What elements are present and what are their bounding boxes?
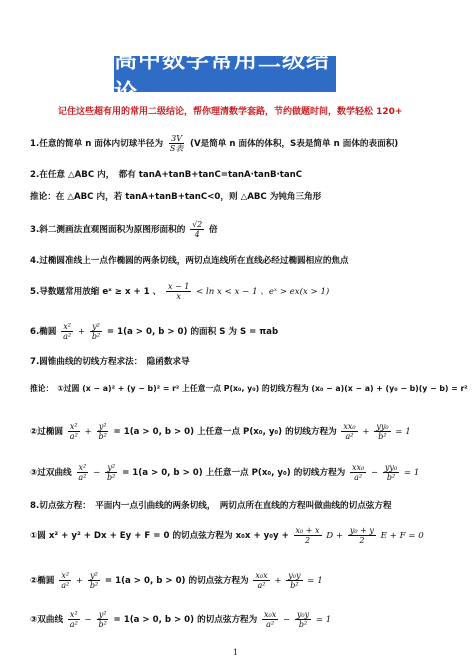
fraction: $\frac{\text{x²}}{\text{a²}}$ (61, 571, 70, 590)
fraction: $\frac{\text{yy₀}}{\text{b²}}$ (384, 463, 398, 482)
fraction: $\frac{\text{x²}}{\text{a²}}$ (69, 422, 78, 441)
conclusion-1: 1.任意的简单 n 面体内切球半径为 $\frac{3V}{\text{S表}}$ (V是简单 n 面体的体积，S表是简单 n 面体的表面积) (30, 134, 399, 153)
conclusion-7: 7.圆锥曲线的切线方程求法： 隐函数求导 (30, 357, 190, 367)
conclusion-2: 2.在任意 △ABC 内， 都有 tanA+tanB+tanC=tanA·tanB·tanC (30, 170, 303, 180)
fraction: $\frac{√2}{4}$ (192, 220, 203, 239)
fraction: $\frac{\text{y²}}{\text{b²}}$ (98, 610, 107, 629)
corollary-7-1: 推论： ①过圆 (x − a)² + (y − b)² = r² 上任意一点 P(x₀, y₀) 的切线方程为 (x₀ − a)(x − a) + (y₀ − b)(y − b) = r² (30, 384, 468, 393)
fraction: $\frac{\text{y₀y}}{\text{b²}}$ (288, 571, 301, 590)
fraction: $\frac{\text{xx₀}}{\text{a²}}$ (352, 463, 365, 482)
conclusion-6: 6.椭圆 $\frac{\text{x²}}{\text{a²}}$ + $\frac{\text{y²}}{\text{b²}}$ = 1(a > 0, b > 0) 的面积 S 为 S = πab (30, 322, 279, 341)
chord-ellipse: ②椭圆 $\frac{\text{x²}}{\text{a²}}$ + $\frac{\text{y²}}{\text{b²}}$ = 1(a > 0, b > 0) 的切点弦方程为 $\frac{\text{x₀x}}{\text{a²}}$ + $\frac{\text{y₀y}}{\text{b²}}$ = 1 (30, 571, 323, 590)
fraction: $\frac{\text{x²}}{\text{a²}}$ (63, 322, 72, 341)
fraction: $\frac{\text{x²}}{\text{a²}}$ (69, 610, 78, 629)
fraction: $\frac{\text{x₀ + x}}{2}$ (295, 526, 320, 545)
conclusion-5: 5.导数题常用放缩 eˣ ≥ x + 1 、 $\frac{x - 1}{x}$ < ln x < x − 1 、eˣ > ex(x > 1) (30, 282, 330, 301)
chord-circle: ①圆 x² + y² + Dx + Ey + F = 0 的切点弦方程为 x₀x + y₀y + $\frac{\text{x₀ + x}}{2}$ D + $\frac{\text{y₀ + y}}{2}$ E + F = 0 (30, 526, 424, 545)
fraction: $\frac{x - 1}{x}$ (167, 282, 190, 301)
fraction: $\frac{\text{x₀x}}{\text{a²}}$ (255, 571, 268, 590)
fraction: $\frac{\text{y²}}{\text{b²}}$ (98, 422, 107, 441)
corollary-2: 推论：在 △ABC 内，若 tanA+tanB+tanC<0，则 △ABC 为钝角三角形 (30, 192, 322, 202)
title-banner (114, 47, 336, 106)
fraction: $\frac{\text{y²}}{\text{b²}}$ (89, 571, 99, 590)
conclusion-3: 3.斜二测画法直观图面积为原图形面积的 $\frac{√2}{4}$ 倍 (30, 220, 218, 239)
page-title: 高中数学常用二级结论 (114, 47, 330, 106)
fraction: $\frac{\text{x²}}{\text{a²}}$ (78, 463, 87, 482)
corollary-7-2: ②过椭圆 $\frac{\text{x²}}{\text{a²}}$ + $\frac{\text{y²}}{\text{b²}}$ = 1(a > 0, b > 0) 上任意一点 P(x₀, y₀) 的切线方程为 $\frac{\text{xx₀}}{\text{a²}}$ + $\frac{\text{yy₀}}{\text{b²}}$ = 1 (30, 422, 411, 441)
fraction: $\frac{\text{y₀y}}{\text{b²}}$ (296, 610, 310, 629)
corollary-7-3: ③过双曲线 $\frac{\text{x²}}{\text{a²}}$ − $\frac{\text{y²}}{\text{b²}}$ = 1(a > 0, b > 0) 上任意一点 P(x₀, y₀) 的切线方程为 $\frac{\text{xx₀}}{\text{a²}}$ − $\frac{\text{yy₀}}{\text{b²}}$ = 1 (30, 463, 420, 482)
fraction: $\frac{3V}{\text{S表}}$ (169, 134, 184, 153)
conclusion-8: 8.切点弦方程： 平面内一点引曲线的两条切线， 两切点所在直线的方程叫做曲线的切点弦方程 (30, 501, 392, 511)
fraction: $\frac{\text{y₀ + y}}{2}$ (349, 526, 374, 545)
conclusion-4: 4.过椭圆准线上一点作椭圆的两条切线，两切点连线所在直线必经过椭圆相应的焦点 (30, 256, 349, 266)
chord-hyperbola: ③双曲线 $\frac{\text{x²}}{\text{a²}}$ − $\frac{\text{y²}}{\text{b²}}$ = 1(a > 0, b > 0) 的切点弦方程为 $\frac{\text{x₀x}}{\text{a²}}$ − $\frac{\text{y₀y}}{\text{b²}}$ = 1 (30, 610, 332, 629)
fraction: $\frac{\text{xx₀}}{\text{a²}}$ (343, 422, 356, 441)
fraction: $\frac{\text{x₀x}}{\text{a²}}$ (263, 610, 277, 629)
fraction: $\frac{\text{y²}}{\text{b²}}$ (91, 322, 101, 341)
fraction: $\frac{\text{yy₀}}{\text{b²}}$ (376, 422, 389, 441)
fraction: $\frac{\text{y²}}{\text{b²}}$ (107, 463, 116, 482)
page-number: 1 (233, 648, 239, 657)
subtitle: 记住这些超有用的常用二级结论，帮你理清数学套路，节约做题时间，数学轻松 120+ (58, 107, 403, 117)
